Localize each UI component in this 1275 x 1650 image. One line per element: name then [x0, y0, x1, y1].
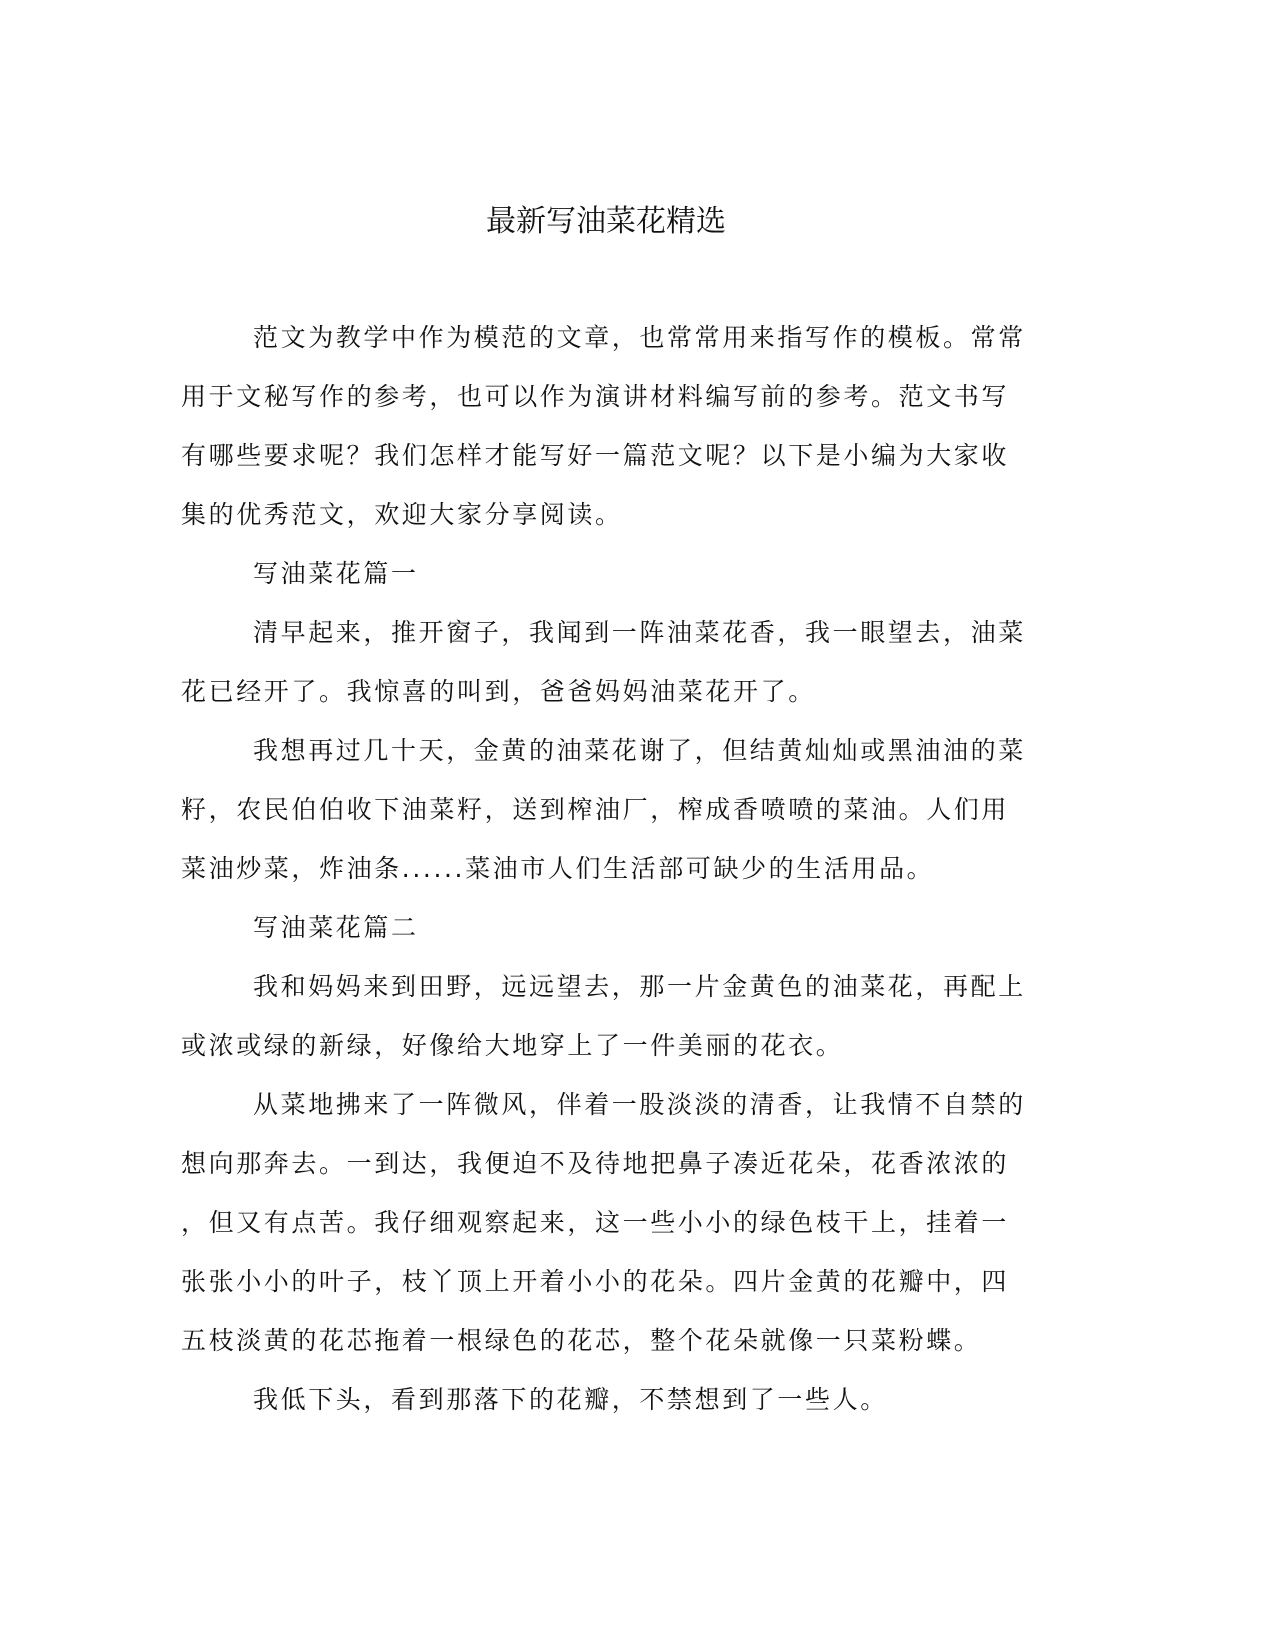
paragraph-line: 我低下头，看到那落下的花瓣，不禁想到了一些人。 [253, 1385, 888, 1414]
paragraph-line: 清早起来，推开窗子，我闻到一阵油菜花香，我一眼望去，油菜 [253, 618, 1026, 647]
document-body [181, 318, 1041, 1439]
paragraph-line: 张张小小的叶子，枝丫顶上开着小小的花朵。四片金黄的花瓣中，四 [181, 1267, 1010, 1296]
paragraph-line: 或浓或绿的新绿，好像给大地穿上了一件美丽的花衣。 [181, 1031, 844, 1060]
paragraph-line: ，但又有点苦。我仔细观察起来，这一些小小的绿色枝干上，挂着一 [181, 1208, 1010, 1237]
paragraph-line: 想向那奔去。一到达，我便迫不及待地把鼻子凑近花朵，花香浓浓的 [181, 1149, 1010, 1178]
paragraph-line: 用于文秘写作的参考，也可以作为演讲材料编写前的参考。范文书写 [181, 382, 1010, 411]
section-heading: 写油菜花篇二 [253, 913, 419, 942]
paragraph-line: 我想再过几十天，金黄的油菜花谢了，但结黄灿灿或黑油油的菜 [253, 736, 1026, 765]
paragraph-line: 五枝淡黄的花芯拖着一根绿色的花芯，整个花朵就像一只菜粉蝶。 [181, 1326, 982, 1355]
section-heading: 写油菜花篇一 [253, 559, 419, 588]
paragraph-line: 花已经开了。我惊喜的叫到，爸爸妈妈油菜花开了。 [181, 677, 816, 706]
paragraph-line: 有哪些要求呢？我们怎样才能写好一篇范文呢？以下是小编为大家收 [181, 441, 1010, 470]
paragraph-line: 我和妈妈来到田野，远远望去，那一片金黄色的油菜花，再配上 [253, 972, 1026, 1001]
paragraph-line: 菜油炒菜，炸油条......菜油市人们生活部可缺少的生活用品。 [181, 854, 935, 883]
paragraph-line: 从菜地拂来了一阵微风，伴着一股淡淡的清香，让我情不自禁的 [253, 1090, 1026, 1119]
paragraph-line: 范文为教学中作为模范的文章，也常常用来指写作的模板。常常 [253, 323, 1026, 352]
paragraph-line: 籽，农民伯伯收下油菜籽，送到榨油厂，榨成香喷喷的菜油。人们用 [181, 795, 1010, 824]
document-title: 最新写油菜花精选 [486, 204, 726, 239]
paragraph-line: 集的优秀范文，欢迎大家分享阅读。 [181, 500, 623, 529]
